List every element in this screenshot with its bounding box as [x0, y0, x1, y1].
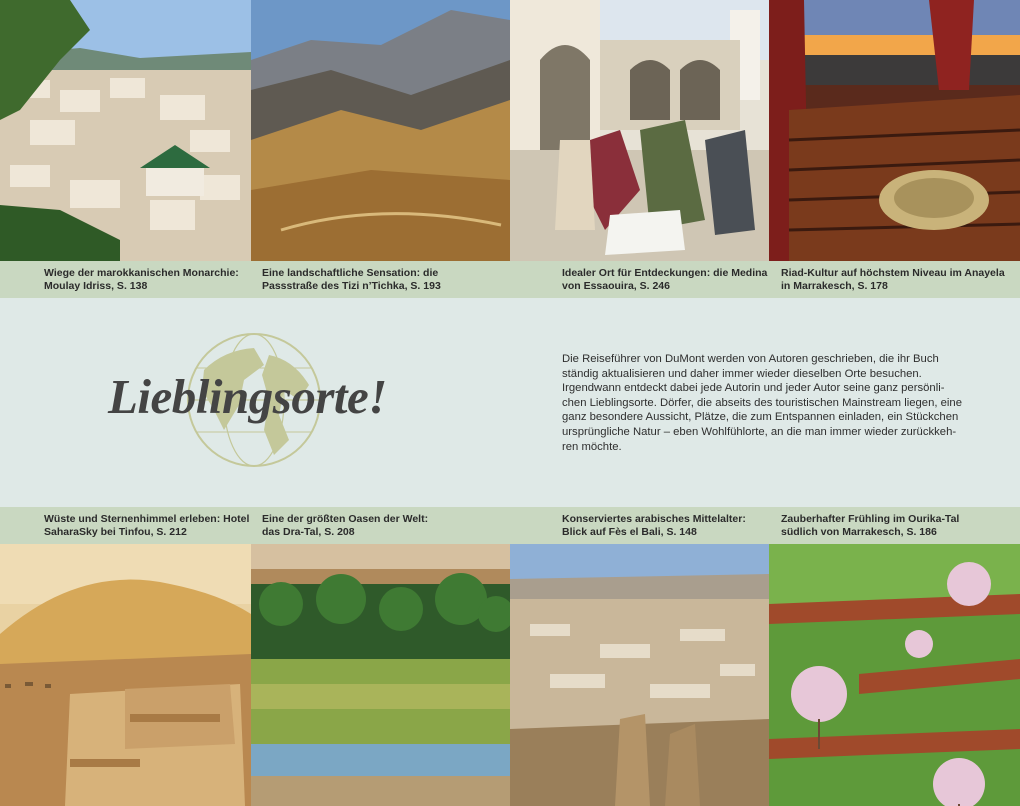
intro-paragraph — [562, 352, 982, 454]
photo-essaouira-medina — [510, 0, 769, 261]
caption-tizi-ntichka — [262, 267, 477, 293]
caption-line: SaharaSky bei Tinfou, S. 212 — [44, 526, 187, 538]
caption-line: Riad-Kultur auf höchstem Niveau im Anayela — [781, 267, 1005, 279]
caption-line: das Dra-Tal, S. 208 — [262, 526, 355, 538]
caption-line: von Essaouira, S. 246 — [562, 280, 670, 292]
photo-tizi-ntichka — [251, 0, 510, 261]
caption-line: Moulay Idriss, S. 138 — [44, 280, 148, 292]
caption-line: Wiege der marokkanischen Monarchie: — [44, 267, 239, 279]
caption-fes-el-bali — [562, 513, 777, 539]
intro-line: chen Lieblingsorte. Dörfer, die abseits des touristischen Mainstream liegen, eine — [562, 396, 963, 409]
intro-line: Irgendwann entdeckt dabei jede Autorin und jeder Autor seine ganz persönli- — [562, 382, 945, 395]
intro-line: ursprüngliche Natur – eben Wohlfühlorte, an die man immer wieder zurückkeh- — [562, 425, 957, 438]
photo-riad-anayela — [769, 0, 1020, 261]
caption-anayela — [781, 267, 1005, 293]
caption-saharasky — [44, 513, 259, 539]
photo-fes-el-bali — [510, 544, 769, 806]
photo-moulay-idriss — [0, 0, 251, 261]
intro-line: ständig aktualisieren und daher immer wieder dieselben Orte besuchen. — [562, 367, 922, 380]
caption-essaouira — [562, 267, 777, 293]
intro-line: ganz besondere Aussicht, Plätze, die zum Entspannen einladen, ein Stückchen — [562, 411, 959, 424]
caption-line: Konserviertes arabisches Mittelalter: — [562, 513, 746, 525]
caption-line: Zauberhafter Frühling im Ourika-Tal — [781, 513, 960, 525]
caption-line: Idealer Ort für Entdeckungen: die Medina — [562, 267, 768, 279]
caption-dra-tal — [262, 513, 477, 539]
caption-line: in Marrakesch, S. 178 — [781, 280, 888, 292]
caption-line: Eine der größten Oasen der Welt: — [262, 513, 429, 525]
photo-ourika-tal — [769, 544, 1020, 806]
caption-line: Wüste und Sternenhimmel erleben: Hotel — [44, 513, 250, 525]
caption-ourika-tal — [781, 513, 996, 539]
caption-line: südlich von Marrakesch, S. 186 — [781, 526, 937, 538]
photo-dra-tal — [251, 544, 510, 806]
caption-line: Eine landschaftliche Sensation: die — [262, 267, 439, 279]
intro-line: Die Reiseführer von DuMont werden von Autoren geschrieben, die ihr Buch — [562, 353, 939, 365]
caption-moulay-idriss — [44, 267, 259, 293]
caption-line: Blick auf Fès el Bali, S. 148 — [562, 526, 697, 538]
photo-saharasky — [0, 544, 251, 806]
caption-line: Passstraße des Tizi n’Tichka, S. 193 — [262, 280, 441, 292]
intro-line: ren möchte. — [562, 440, 622, 453]
page-title: Lieblingsorte! — [108, 369, 387, 424]
